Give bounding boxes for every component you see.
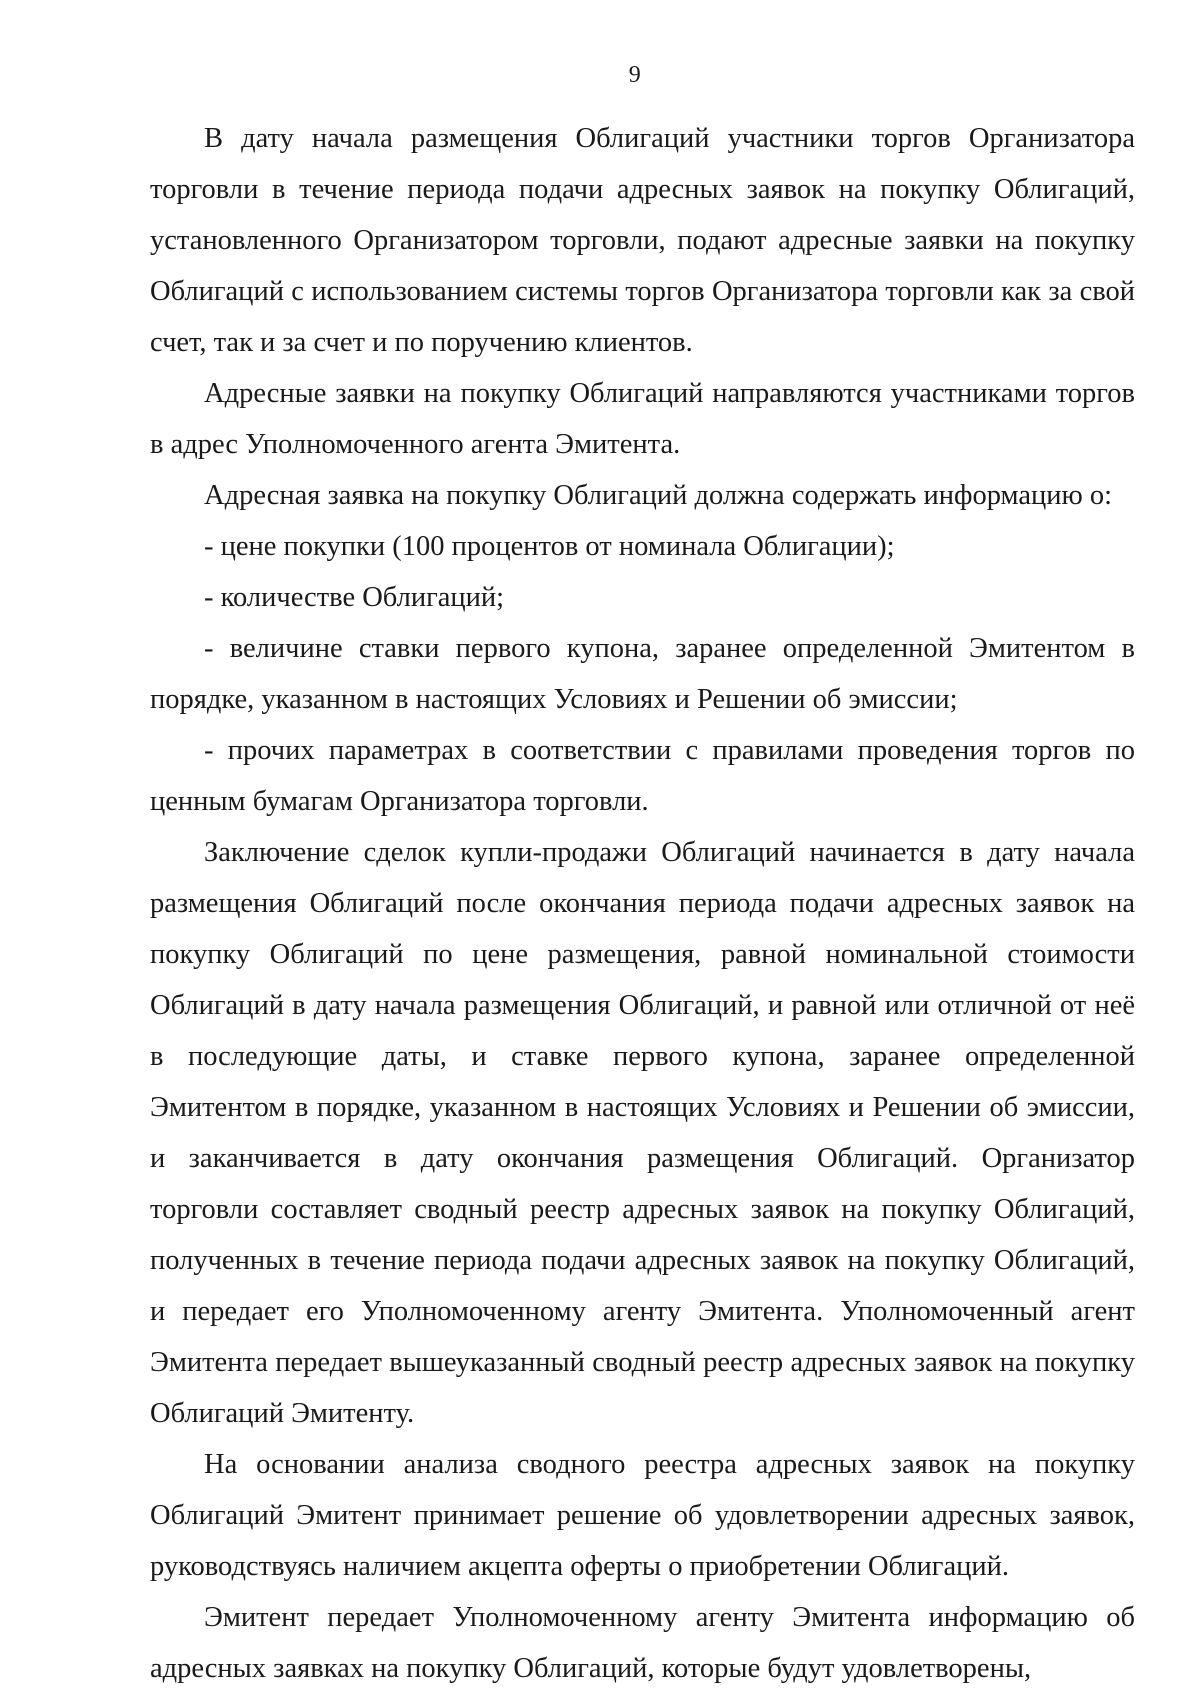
paragraph-issuer-information: Эмитент передает Уполномоченному агенту Эмитента информацию об адресных заявках на покупку Облигаций, которые будут удовлетворены, — [150, 1602, 1135, 1684]
list-item-quantity: - количестве Облигаций; — [204, 582, 505, 613]
paragraph-order-contents: Адресная заявка на покупку Облигаций должна содержать информацию о: — [204, 480, 1113, 511]
paragraph-issuer-decision: На основании анализа сводного реестра адресных заявок на покупку Облигаций Эмитент принимает решение об удовлетворении адресных заявок, руководствуясь наличием акцепта оферты о приобретении Облигаций. — [150, 1449, 1135, 1582]
page-number: 9 — [628, 62, 642, 88]
paragraph-addressed-orders: Адресные заявки на покупку Облигаций направляются участниками торгов в адрес Уполномоченного агента Эмитента. — [150, 378, 1135, 460]
list-item-coupon-rate: - величине ставки первого купона, заранее определенной Эмитентом в порядке, указанном в настоящих Условиях и Решении об эмиссии; — [150, 633, 1135, 715]
list-item-price: - цене покупки (100 процентов от номинала Облигации); — [204, 531, 895, 562]
document-body — [150, 113, 1135, 1694]
paragraph-placement-start: В дату начала размещения Облигаций участники торгов Организатора торговли в течение периода подачи адресных заявок на покупку Облигаций, установленного Организатором торговли, подают адресные заявки на покупку Облигаций с использованием системы торгов Организатора торговли как за свой счет, так и за счет и по поручению клиентов. — [150, 123, 1135, 358]
list-item-other-parameters: - прочих параметрах в соответствии с правилами проведения торгов по ценным бумагам Организатора торговли. — [150, 735, 1135, 817]
paragraph-transactions: Заключение сделок купли-продажи Облигаций начинается в дату начала размещения Облигаций после окончания периода подачи адресных заявок на покупку Облигаций по цене размещения, равной номинальной стоимости Облигаций в дату начала размещения Облигаций, и равной или отличной от неё в последующие даты, и ставке первого купона, заранее определенной Эмитентом в порядке, указанном в настоящих Условиях и Решении об эмиссии, и заканчивается в дату окончания размещения Облигаций. Организатор торговли составляет сводный реестр адресных заявок на покупку Облигаций, полученных в течение периода подачи адресных заявок на покупку Облигаций, и передает его Уполномоченному агенту Эмитента. Уполномоченный агент Эмитента передает вышеуказанный сводный реестр адресных заявок на покупку Облигаций Эмитенту. — [150, 837, 1135, 1429]
